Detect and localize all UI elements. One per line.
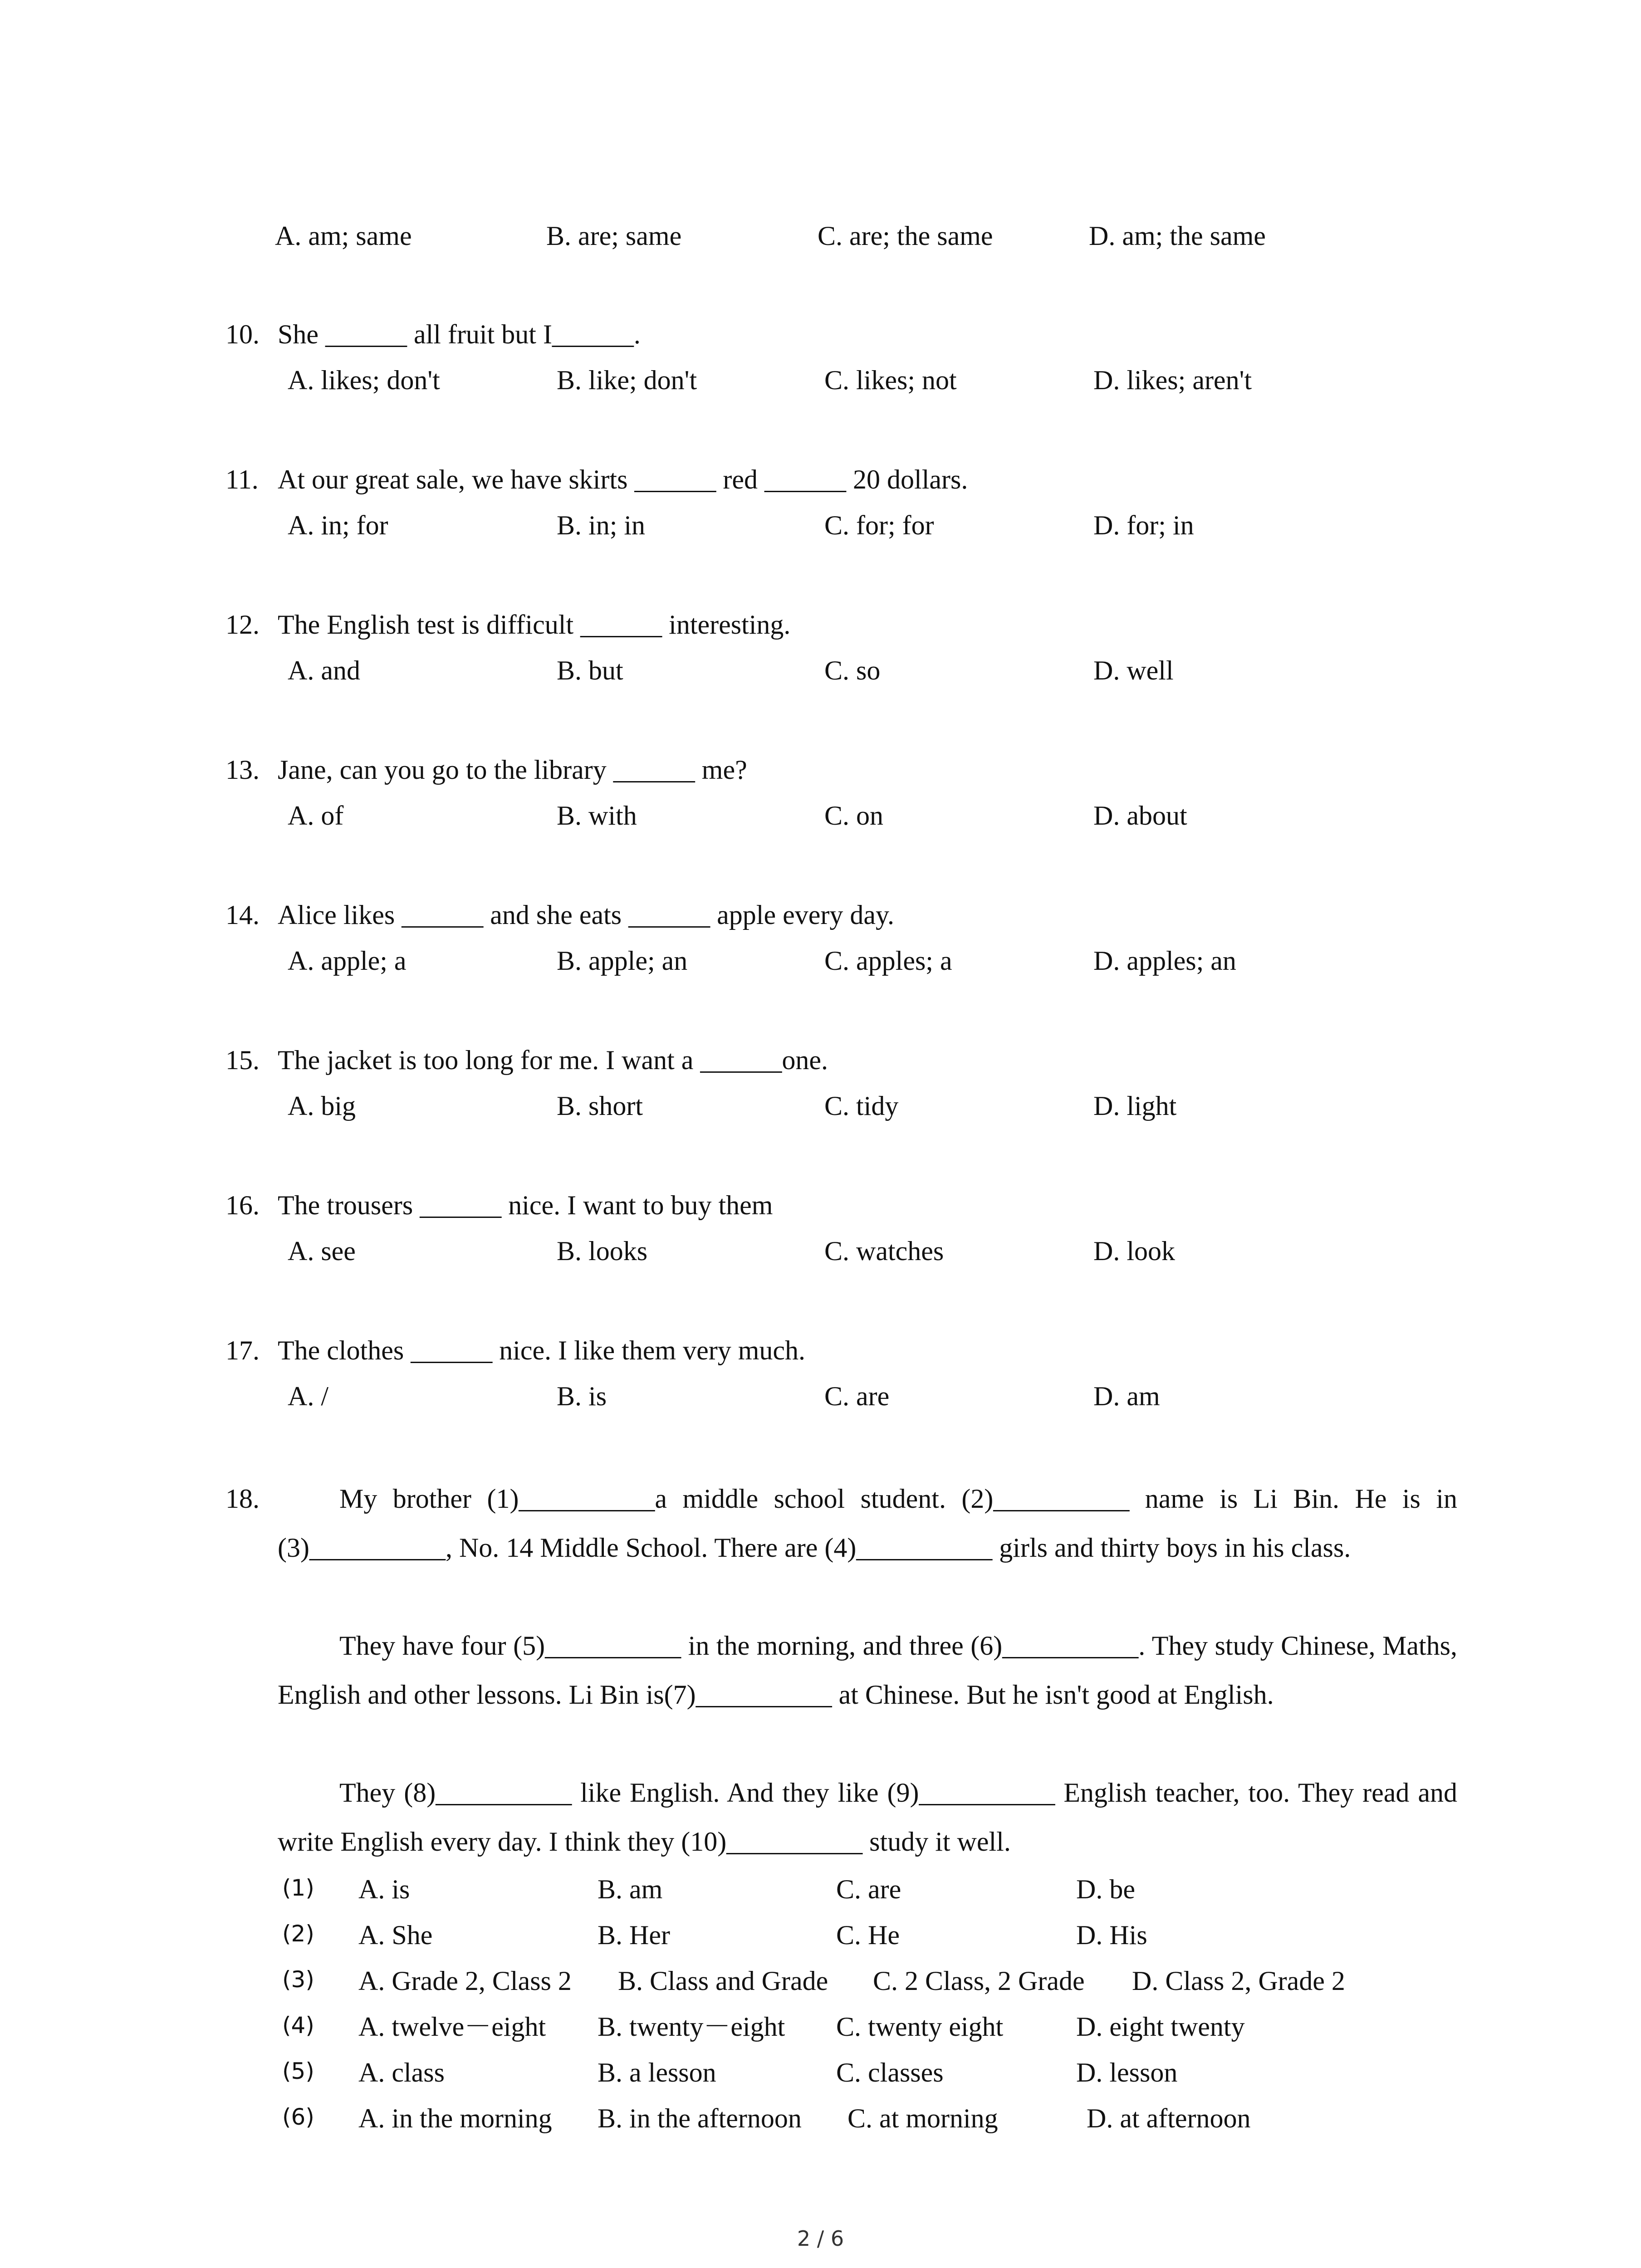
q18-sub3-number: (3)	[282, 1966, 314, 1993]
q15-number: 15.	[225, 1045, 260, 1075]
q16-stem: The trousers ______ nice. I want to buy them	[278, 1190, 773, 1220]
q18-sub2-option-a: A. She	[358, 1920, 433, 1950]
page-number: 2 / 6	[797, 2226, 844, 2251]
q18-sub3-option-c: C. 2 Class, 2 Grade	[873, 1966, 1085, 1996]
q12-option-c: C. so	[824, 655, 881, 685]
q14-option-c: C. apples; a	[824, 946, 952, 976]
q18-paragraph-2	[278, 1621, 1457, 1719]
q18-number: 18.	[225, 1484, 260, 1514]
q14-number: 14.	[225, 900, 260, 930]
q16-number: 16.	[225, 1190, 260, 1220]
q17-option-b: B. is	[557, 1381, 607, 1411]
q11-number: 11.	[225, 464, 259, 494]
q12-stem: The English test is difficult ______ interesting.	[278, 610, 791, 640]
q18-sub6-option-b: B. in the afternoon	[598, 2103, 802, 2133]
q13-option-a: A. of	[288, 801, 344, 831]
q9-option-a: A. am; same	[275, 221, 412, 251]
q10-option-d: D. likes; aren't	[1093, 365, 1252, 395]
q18-paragraph-2-text: They have four (5)__________ in the morning, and three (6)__________. They study Chinese, Maths, English and other lessons. Li Bin is(7)__________ at Chinese. But he isn't good at English.	[278, 1631, 1457, 1710]
q11-option-d: D. for; in	[1093, 510, 1194, 540]
q16-option-b: B. looks	[557, 1236, 648, 1266]
q18-paragraph-3-text: They (8)__________ like English. And they like (9)__________ English teacher, too. They read and write English every day. I think they (10)__________ study it well.	[278, 1778, 1457, 1857]
q13-number: 13.	[225, 755, 260, 785]
q11-option-a: A. in; for	[288, 510, 388, 540]
q15-option-a: A. big	[288, 1091, 356, 1121]
q10-option-b: B. like; don't	[557, 365, 697, 395]
q15-option-d: D. light	[1093, 1091, 1177, 1121]
q11-option-b: B. in; in	[557, 510, 646, 540]
q13-stem: Jane, can you go to the library ______ me?	[278, 755, 747, 785]
q18-sub1-number: (1)	[282, 1875, 314, 1901]
q18-sub3-option-a: A. Grade 2, Class 2	[358, 1966, 572, 1996]
q14-option-b: B. apple; an	[557, 946, 688, 976]
q9-option-c: C. are; the same	[818, 221, 993, 251]
q18-sub5-option-a: A. class	[358, 2058, 445, 2087]
q18-sub3-option-b: B. Class and Grade	[618, 1966, 828, 1996]
q18-sub4-option-c: C. twenty eight	[836, 2012, 1004, 2042]
q18-sub4-option-b: B. twenty－eight	[598, 2012, 785, 2042]
q13-option-d: D. about	[1093, 801, 1187, 831]
q12-number: 12.	[225, 610, 260, 640]
q10-number: 10.	[225, 319, 260, 349]
q18-sub1-option-a: A. is	[358, 1874, 410, 1904]
q18-sub6-option-a: A. in the morning	[358, 2103, 552, 2133]
q13-option-b: B. with	[557, 801, 637, 831]
q18-sub5-option-b: B. a lesson	[598, 2058, 716, 2087]
q15-stem: The jacket is too long for me. I want a ______one.	[278, 1045, 828, 1075]
q18-sub4-number: (4)	[282, 2012, 314, 2038]
q18-sub2-option-c: C. He	[836, 1920, 900, 1950]
q18-sub2-option-b: B. Her	[598, 1920, 670, 1950]
q9-option-d: D. am; the same	[1089, 221, 1266, 251]
q13-option-c: C. on	[824, 801, 884, 831]
q11-stem: At our great sale, we have skirts ______ red ______ 20 dollars.	[278, 464, 968, 494]
q17-option-c: C. are	[824, 1381, 890, 1411]
q14-option-d: D. apples; an	[1093, 946, 1236, 976]
q18-paragraph-1	[278, 1474, 1457, 1572]
q10-stem: She ______ all fruit but I______.	[278, 319, 641, 349]
q18-sub5-option-d: D. lesson	[1076, 2058, 1178, 2087]
q12-option-a: A. and	[288, 655, 360, 685]
q18-sub5-option-c: C. classes	[836, 2058, 944, 2087]
q14-option-a: A. apple; a	[288, 946, 407, 976]
q16-option-a: A. see	[288, 1236, 356, 1266]
q14-stem: Alice likes ______ and she eats ______ apple every day.	[278, 900, 895, 930]
q18-sub2-number: (2)	[282, 1921, 314, 1947]
q18-sub2-option-d: D. His	[1076, 1920, 1147, 1950]
q10-option-c: C. likes; not	[824, 365, 957, 395]
q18-sub1-option-d: D. be	[1076, 1874, 1135, 1904]
q18-paragraph-3	[278, 1768, 1457, 1866]
q12-option-b: B. but	[557, 655, 623, 685]
q12-option-d: D. well	[1093, 655, 1174, 685]
q10-option-a: A. likes; don't	[288, 365, 440, 395]
q15-option-c: C. tidy	[824, 1091, 899, 1121]
q18-sub4-option-a: A. twelve－eight	[358, 2012, 546, 2042]
q9-option-b: B. are; same	[546, 221, 682, 251]
q17-number: 17.	[225, 1335, 260, 1365]
q18-sub3-option-d: D. Class 2, Grade 2	[1132, 1966, 1345, 1996]
q17-stem: The clothes ______ nice. I like them very much.	[278, 1335, 805, 1365]
q18-sub6-option-c: C. at morning	[847, 2103, 998, 2133]
q18-sub4-option-d: D. eight twenty	[1076, 2012, 1245, 2042]
q15-option-b: B. short	[557, 1091, 643, 1121]
q17-option-d: D. am	[1093, 1381, 1160, 1411]
q18-sub1-option-c: C. are	[836, 1874, 901, 1904]
q11-option-c: C. for; for	[824, 510, 934, 540]
q18-sub5-number: (5)	[282, 2058, 314, 2084]
q18-sub6-number: (6)	[282, 2104, 314, 2130]
q17-option-a: A. /	[288, 1381, 328, 1411]
q18-sub1-option-b: B. am	[598, 1874, 663, 1904]
q18-paragraph-1-text: My brother (1)__________a middle school student. (2)__________ name is Li Bin. He is in (3)__________, No. 14 Middle School. There are (4)__________ girls and thirty boys in his class.	[278, 1484, 1457, 1563]
q16-option-d: D. look	[1093, 1236, 1175, 1266]
q16-option-c: C. watches	[824, 1236, 944, 1266]
q18-sub6-option-d: D. at afternoon	[1087, 2103, 1251, 2133]
